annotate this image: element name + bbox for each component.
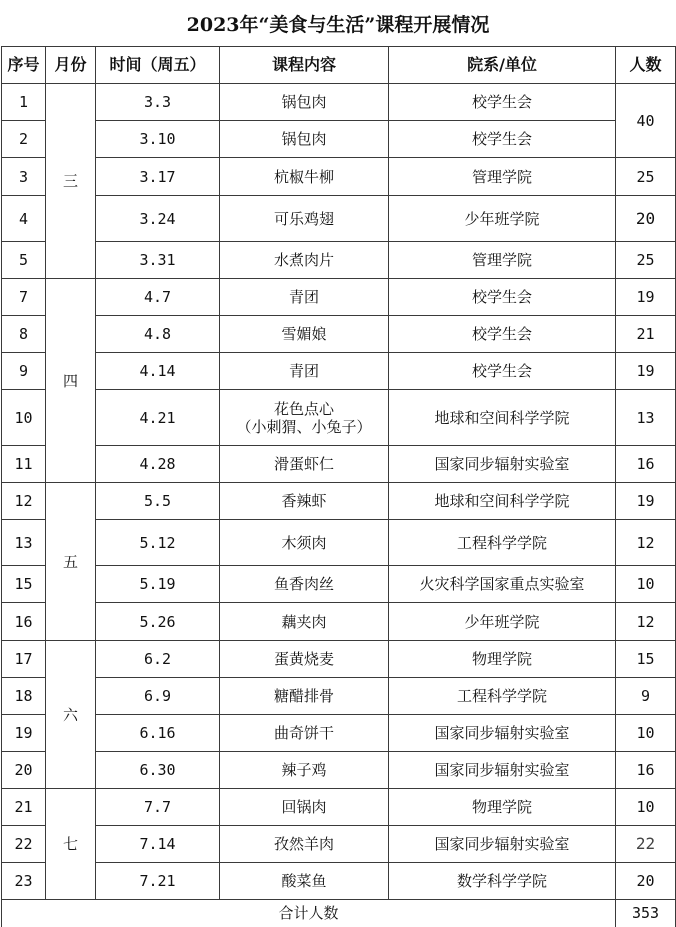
- course-cell: 锅包肉: [220, 84, 389, 121]
- seq-cell: 16: [2, 603, 46, 641]
- date-cell: 7.21: [96, 863, 220, 900]
- dept-cell: 工程科学学院: [389, 520, 616, 566]
- course-cell: 锅包肉: [220, 121, 389, 158]
- count-cell: 10: [616, 789, 676, 826]
- seq-cell: 3: [2, 158, 46, 196]
- seq-cell: 8: [2, 316, 46, 353]
- date-cell: 6.30: [96, 752, 220, 789]
- count-cell: 12: [616, 520, 676, 566]
- month-cell: 六: [46, 641, 96, 789]
- course-cell: 滑蛋虾仁: [220, 446, 389, 483]
- date-cell: 7.14: [96, 826, 220, 863]
- course-cell: 青团: [220, 353, 389, 390]
- course-cell: 木须肉: [220, 520, 389, 566]
- count-cell: 13: [616, 390, 676, 446]
- dept-cell: 国家同步辐射实验室: [389, 826, 616, 863]
- table-row: [2, 483, 676, 520]
- table-row: [2, 603, 676, 641]
- seq-cell: 2: [2, 121, 46, 158]
- count-cell: 25: [616, 242, 676, 279]
- count-cell: 10: [616, 715, 676, 752]
- table-row: [2, 863, 676, 900]
- course-cell: 酸菜鱼: [220, 863, 389, 900]
- header-seq: 序号: [2, 47, 46, 84]
- date-cell: 4.28: [96, 446, 220, 483]
- table-row: [2, 826, 676, 863]
- date-cell: 3.17: [96, 158, 220, 196]
- dept-cell: 地球和空间科学学院: [389, 483, 616, 520]
- month-cell: 四: [46, 279, 96, 483]
- month-cell: 五: [46, 483, 96, 641]
- date-cell: 5.19: [96, 566, 220, 603]
- header-row: [2, 47, 676, 84]
- table-row: [2, 520, 676, 566]
- dept-cell: 国家同步辐射实验室: [389, 446, 616, 483]
- count-cell: 10: [616, 566, 676, 603]
- table-row: [2, 566, 676, 603]
- course-cell: 雪媚娘: [220, 316, 389, 353]
- dept-cell: 物理学院: [389, 641, 616, 678]
- dept-cell: 校学生会: [389, 84, 616, 121]
- header-date: 时间（周五）: [96, 47, 220, 84]
- count-cell: 20: [616, 196, 676, 242]
- dept-cell: 工程科学学院: [389, 678, 616, 715]
- count-cell: 19: [616, 279, 676, 316]
- table-row: [2, 789, 676, 826]
- date-cell: 6.2: [96, 641, 220, 678]
- count-cell: 16: [616, 752, 676, 789]
- dept-cell: 少年班学院: [389, 603, 616, 641]
- dept-cell: 国家同步辐射实验室: [389, 715, 616, 752]
- table-row: [2, 446, 676, 483]
- course-cell: 回锅肉: [220, 789, 389, 826]
- count-cell: 40: [616, 84, 676, 158]
- table-row: [2, 196, 676, 242]
- total-row: [2, 900, 676, 927]
- table-title: 2023年“美食与生活”课程开展情况: [186, 13, 490, 36]
- total-label: 合计人数: [2, 900, 616, 927]
- date-cell: 4.8: [96, 316, 220, 353]
- table-row: [2, 353, 676, 390]
- date-cell: 5.26: [96, 603, 220, 641]
- count-cell: 16: [616, 446, 676, 483]
- dept-cell: 火灾科学国家重点实验室: [389, 566, 616, 603]
- dept-cell: 管理学院: [389, 242, 616, 279]
- date-cell: 6.16: [96, 715, 220, 752]
- count-cell: 19: [616, 483, 676, 520]
- dept-cell: 国家同步辐射实验室: [389, 752, 616, 789]
- date-cell: 7.7: [96, 789, 220, 826]
- date-cell: 3.24: [96, 196, 220, 242]
- seq-cell: 13: [2, 520, 46, 566]
- dept-cell: 数学科学学院: [389, 863, 616, 900]
- course-cell: 可乐鸡翅: [220, 196, 389, 242]
- seq-cell: 17: [2, 641, 46, 678]
- seq-cell: 22: [2, 826, 46, 863]
- seq-cell: 21: [2, 789, 46, 826]
- seq-cell: 12: [2, 483, 46, 520]
- course-cell: 藕夹肉: [220, 603, 389, 641]
- course-sub-text: （小刺猬、小兔子）: [236, 417, 372, 436]
- course-cell: 水煮肉片: [220, 242, 389, 279]
- date-cell: 4.21: [96, 390, 220, 446]
- date-cell: 5.12: [96, 520, 220, 566]
- seq-cell: 15: [2, 566, 46, 603]
- count-cell: 12: [616, 603, 676, 641]
- course-cell: 辣子鸡: [220, 752, 389, 789]
- month-cell: 七: [46, 789, 96, 900]
- seq-cell: 10: [2, 390, 46, 446]
- table-row: [2, 84, 676, 121]
- total-value: 353: [616, 900, 676, 927]
- dept-cell: 管理学院: [389, 158, 616, 196]
- seq-cell: 1: [2, 84, 46, 121]
- header-count: 人数: [616, 47, 676, 84]
- seq-cell: 7: [2, 279, 46, 316]
- table-row: [2, 390, 676, 446]
- course-cell: 青团: [220, 279, 389, 316]
- month-cell: 三: [46, 84, 96, 279]
- dept-cell: 校学生会: [389, 316, 616, 353]
- course-cell: 鱼香肉丝: [220, 566, 389, 603]
- table-row: [2, 158, 676, 196]
- date-cell: 3.3: [96, 84, 220, 121]
- dept-cell: 校学生会: [389, 121, 616, 158]
- seq-cell: 18: [2, 678, 46, 715]
- table-row: [2, 678, 676, 715]
- table-row: [2, 752, 676, 789]
- date-cell: 5.5: [96, 483, 220, 520]
- course-cell: 香辣虾: [220, 483, 389, 520]
- dept-cell: 校学生会: [389, 353, 616, 390]
- course-cell: 曲奇饼干: [220, 715, 389, 752]
- count-cell: 22: [616, 826, 676, 863]
- date-cell: 3.10: [96, 121, 220, 158]
- count-cell: 21: [616, 316, 676, 353]
- date-cell: 6.9: [96, 678, 220, 715]
- course-cell: 糖醋排骨: [220, 678, 389, 715]
- course-cell: [220, 390, 389, 446]
- count-cell: 19: [616, 353, 676, 390]
- table-row: [2, 641, 676, 678]
- table-row: [2, 242, 676, 279]
- course-table: [1, 46, 676, 927]
- seq-cell: 11: [2, 446, 46, 483]
- date-cell: 3.31: [96, 242, 220, 279]
- seq-cell: 5: [2, 242, 46, 279]
- seq-cell: 23: [2, 863, 46, 900]
- count-cell: 15: [616, 641, 676, 678]
- course-cell: 蛋黄烧麦: [220, 641, 389, 678]
- dept-cell: 校学生会: [389, 279, 616, 316]
- header-month: 月份: [46, 47, 96, 84]
- table-row: [2, 121, 676, 158]
- header-course: 课程内容: [220, 47, 389, 84]
- course-cell: 孜然羊肉: [220, 826, 389, 863]
- table-row: [2, 279, 676, 316]
- table-row: [2, 715, 676, 752]
- course-cell: 杭椒牛柳: [220, 158, 389, 196]
- seq-cell: 9: [2, 353, 46, 390]
- header-dept: 院系/单位: [389, 47, 616, 84]
- count-cell: 25: [616, 158, 676, 196]
- dept-cell: 少年班学院: [389, 196, 616, 242]
- course-main-text: 花色点心: [273, 399, 334, 418]
- seq-cell: 20: [2, 752, 46, 789]
- table-row: [2, 316, 676, 353]
- seq-cell: 4: [2, 196, 46, 242]
- dept-cell: 地球和空间科学学院: [389, 390, 616, 446]
- seq-cell: 19: [2, 715, 46, 752]
- count-cell: 9: [616, 678, 676, 715]
- date-cell: 4.7: [96, 279, 220, 316]
- count-cell: 20: [616, 863, 676, 900]
- dept-cell: 物理学院: [389, 789, 616, 826]
- date-cell: 4.14: [96, 353, 220, 390]
